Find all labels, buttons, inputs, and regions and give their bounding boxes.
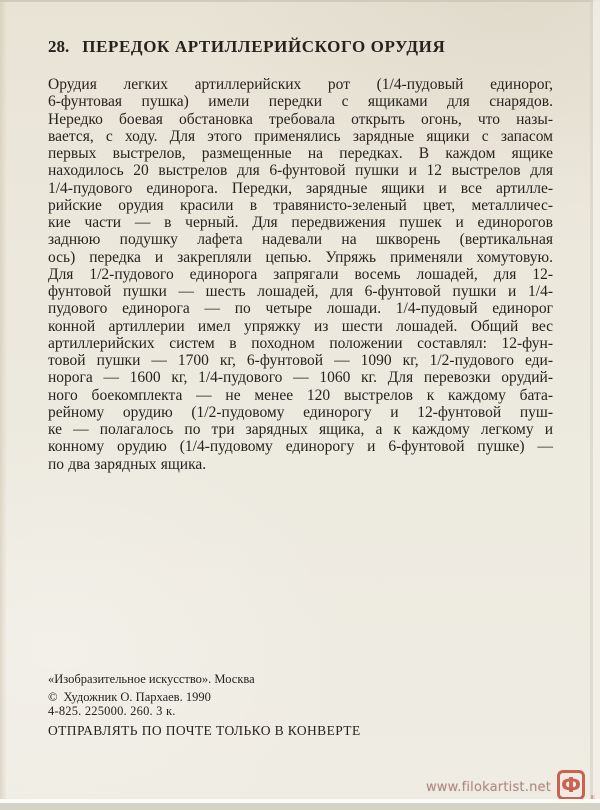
body-text-line: пудового единорога — по четыре лошади. 1/4-пудовый единорог: [48, 300, 553, 318]
body-text-line: 6-фунтовая пушка) имели передки с ящиками для снарядов.: [48, 93, 553, 111]
body-text-line: кие части — в черный. Для передвижения пушек и единорогов: [48, 214, 553, 231]
body-text-line: артиллерийских систем в походном положении составлял: 12-фун-: [48, 334, 553, 352]
card-left-edge: [0, 0, 7, 810]
filokartist-logo-icon: [557, 770, 585, 800]
card-number: 28.: [48, 37, 70, 56]
postal-notice: ОТПРАВЛЯТЬ ПО ПОЧТЕ ТОЛЬКО В КОНВЕРТЕ: [48, 723, 361, 738]
body-text-line: товой пушки — 1700 кг, 6-фунтовой — 1090 кг, 1/2-пудового еди-: [48, 352, 553, 369]
article-body: [48, 76, 553, 473]
body-text-line: по два зарядных ящика.: [48, 455, 207, 473]
watermark: [426, 770, 595, 800]
body-text-line: ного боекомплекта — не менее 120 выстрелов к каждому бата-: [48, 386, 553, 404]
artist-credit-line: [48, 690, 211, 705]
body-text-line: фунтовой пушки — шесть лошадей, для 6-фунтовой пушки и 1/4-: [48, 283, 553, 300]
logo-letter: Ф: [561, 773, 581, 797]
body-text-line: вается, с ходу. Для этого применялись зарядные ящики с запасом: [48, 127, 553, 145]
body-text-line: Нередко боевая обстановка требовала открыть огонь, что назы-: [48, 110, 553, 128]
body-text-line: 1/4-пудового единорога. Передки, зарядные ящики и все артилле-: [48, 179, 553, 197]
card-title: ПЕРЕДОК АРТИЛЛЕРИЙСКОГО ОРУДИЯ: [82, 37, 446, 56]
body-text-line: ось) передка и закрепляли цепью. Упряжь применяли хомутовую.: [48, 248, 553, 266]
body-text-line: заднюю подушку лафета надевали на шкворень (вертикальная: [48, 231, 553, 249]
scan-bottom-margin: [0, 803, 600, 810]
card-title-row: [48, 0, 553, 57]
body-text-line: рейному орудию (1/2-пудовому единорогу и 12-фунтовой пуш-: [48, 403, 553, 421]
body-text-line: норога — 1600 кг, 1/4-пудового — 1060 кг. Для перевозки орудий-: [48, 369, 553, 387]
body-text-line: рийские орудия красили в травянисто-зеленый цвет, металличес-: [48, 196, 553, 214]
body-text-line: ке — полагалось по три зарядных ящика, а к каждому легкому и: [48, 421, 553, 438]
print-code-line: 4-825. 225000. 260. 3 к.: [48, 704, 176, 718]
body-text-line: конному орудию (1/4-пудовому единорогу и 6-фунтовой пушке) —: [48, 438, 553, 456]
body-text-line: конной артиллерии имел упряжку из шести лошадей. Общий вес: [48, 317, 553, 335]
artist-credit-text: Художник О. Пархаев. 1990: [63, 690, 211, 704]
body-text-line: находилось 20 выстрелов для 6-фунтовой пушки и 12 выстрелов для: [48, 162, 553, 180]
body-text-line: первых выстрелов, размещенные на передках. В каждом ящике: [48, 145, 553, 162]
body-text-line: Орудия легких артиллерийских рот (1/4-пудовый единорог,: [48, 76, 553, 93]
scan-right-margin: [593, 0, 600, 810]
watermark-url: www.filokartist.net: [425, 780, 551, 795]
card-top-edge: [0, 0, 600, 2]
body-text-line: Для 1/2-пудового единорога запрягали восемь лошадей, для 12-: [48, 265, 553, 283]
copyright-icon: ©: [48, 690, 58, 704]
publisher-line: «Изобразительное искусство». Москва: [48, 672, 255, 686]
